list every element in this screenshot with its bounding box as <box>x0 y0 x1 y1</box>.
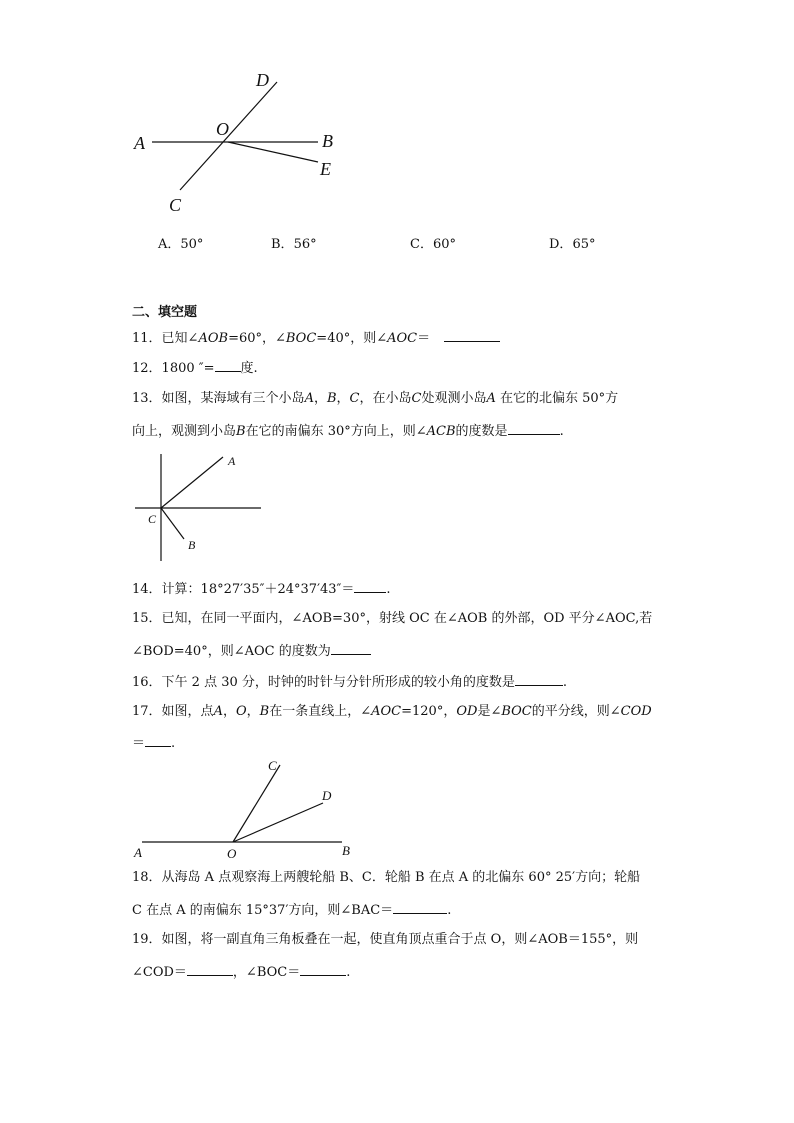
question-17-line2: ＝ . <box>132 732 175 754</box>
label-B: B <box>322 131 333 151</box>
label-C: C <box>169 195 182 215</box>
answer-blank[interactable] <box>515 671 563 686</box>
label-O: O <box>227 846 237 861</box>
answer-blank[interactable] <box>187 961 233 976</box>
ray-OD <box>233 803 323 842</box>
ray-CB <box>161 508 184 539</box>
answer-blank[interactable] <box>145 732 171 747</box>
choice-d: D．65° <box>549 237 596 252</box>
section-title: 二、填空题 <box>132 305 198 320</box>
figure-angles-top <box>120 65 360 220</box>
question-13-line1: 13．如图，某海域有三个小岛A，B，C，在小岛C处观测小岛A 在它的北偏东 50°方 <box>132 391 619 406</box>
label-C: C <box>148 512 157 526</box>
ray-CA <box>161 457 223 508</box>
question-18-line1: 18．从海岛 A 点观察海上两艘轮船 B、C．轮船 B 在点 A 的北偏东 60° 25′方向；轮船 <box>132 870 641 885</box>
answer-blank[interactable] <box>300 961 346 976</box>
question-17-line1: 17．如图，点A，O，B在一条直线上，∠AOC=120°，OD是∠BOC的平分线，则∠COD <box>132 704 652 719</box>
label-A: A <box>134 845 142 860</box>
question-12: 12．1800 ″= 度. <box>132 357 258 379</box>
choice-b: B．56° <box>271 237 317 252</box>
label-A: A <box>228 454 236 468</box>
question-13-line2: 向上，观测到小岛B在它的南偏东 30°方向上，则∠ACB的度数是 . <box>132 420 564 442</box>
ray-OC <box>233 765 280 842</box>
label-B: B <box>342 843 350 858</box>
answer-blank[interactable] <box>508 420 560 435</box>
choice-a: A．50° <box>158 237 204 252</box>
question-11: 11．已知∠AOB=60°，∠BOC=40°，则∠AOC＝ <box>132 327 500 349</box>
ray-OE <box>228 142 318 162</box>
question-15-line2: ∠BOD=40°，则∠AOC 的度数为 <box>132 640 371 662</box>
question-19-line2: ∠COD＝ ，∠BOC＝ . <box>132 961 350 983</box>
choice-c: C．60° <box>410 237 456 252</box>
question-16: 16．下午 2 点 30 分，时钟的时针与分针所形成的较小角的度数是 . <box>132 671 567 693</box>
question-18-line2: C 在点 A 的南偏东 15°37′方向，则∠BAC＝ . <box>132 899 451 921</box>
answer-blank[interactable] <box>444 327 500 342</box>
label-D: D <box>322 788 332 803</box>
answer-blank[interactable] <box>393 899 447 914</box>
label-D: D <box>256 70 269 90</box>
question-19-line1: 19．如图，将一副直角三角板叠在一起，使直角顶点重合于点 O，则∠AOB＝155°，则 <box>132 932 639 947</box>
figure-q17 <box>130 755 360 863</box>
answer-blank[interactable] <box>354 578 386 593</box>
label-O: O <box>216 119 229 139</box>
answer-blank[interactable] <box>215 357 241 372</box>
question-14: 14．计算：18°27′35″＋24°37′43″＝ . <box>132 578 391 600</box>
question-15-line1: 15．已知，在同一平面内，∠AOB=30°，射线 OC 在∠AOB 的外部，OD 平分∠AOC,若 <box>132 611 653 626</box>
label-A: A <box>134 133 145 153</box>
label-E: E <box>320 159 331 179</box>
figure-q13 <box>130 450 270 565</box>
label-B: B <box>188 538 196 552</box>
answer-blank[interactable] <box>331 640 371 655</box>
label-C: C <box>268 758 277 773</box>
